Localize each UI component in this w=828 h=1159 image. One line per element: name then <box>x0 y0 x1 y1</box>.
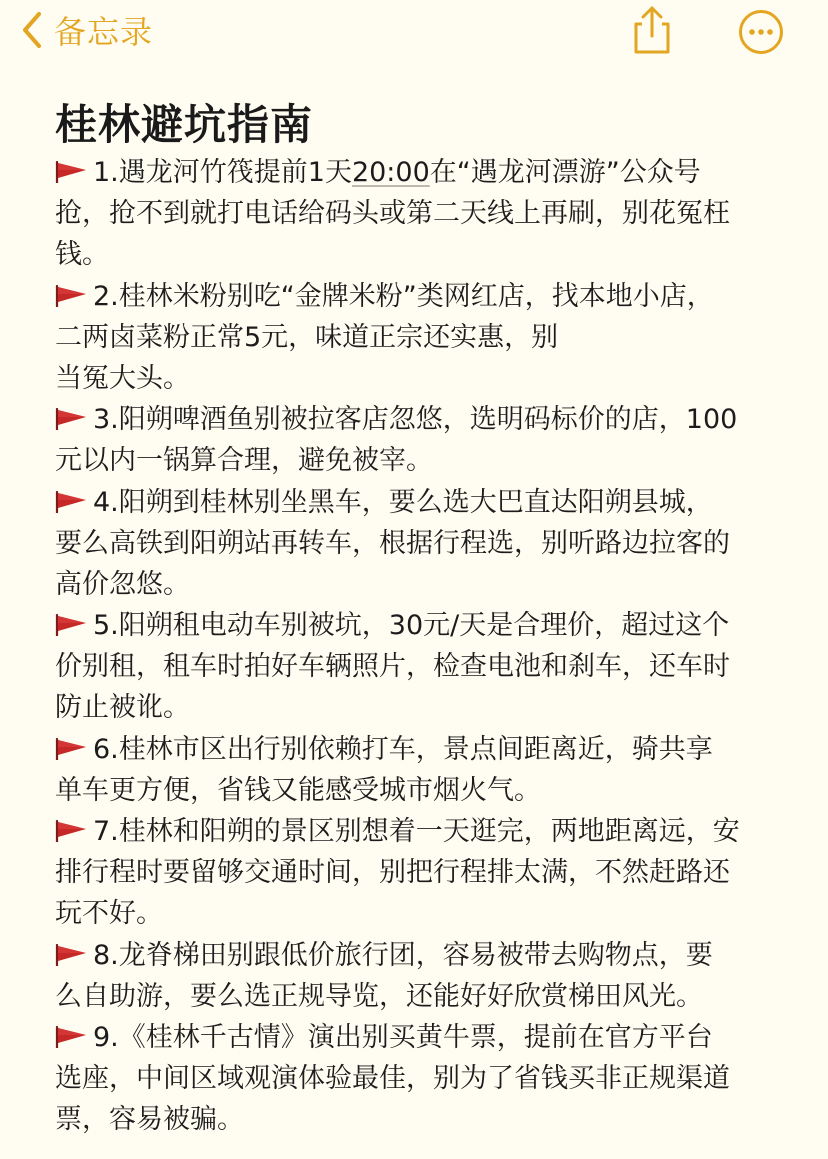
red-flag-icon <box>55 813 89 835</box>
note-line <box>55 1017 775 1058</box>
note-line <box>55 440 775 481</box>
red-flag-icon <box>55 937 89 959</box>
note-line-text: 2.桂林米粉别吃“金牌米粉”类网红店，找本地小店， <box>93 280 714 312</box>
note-line <box>55 729 775 770</box>
note-body[interactable] <box>55 152 775 1141</box>
note-line <box>55 358 775 399</box>
note-line <box>55 152 775 193</box>
chevron-left-icon <box>20 10 44 50</box>
note-line <box>55 687 775 728</box>
note-line <box>55 605 775 646</box>
note-line-text: 要么高铁到阳朔站再转车，根据行程选，别听路边拉客的 <box>55 527 730 559</box>
red-flag-icon <box>55 401 89 423</box>
note-line-text: 选座，中间区域观演体验最佳，别为了省钱买非正规渠道 <box>55 1063 730 1095</box>
note-line <box>55 234 775 275</box>
note-line <box>55 976 775 1017</box>
red-flag-icon <box>55 484 89 506</box>
note-line-text: 9.《桂林千古情》演出别买黄牛票，提前在官方平台 <box>93 1021 713 1053</box>
note-line <box>55 852 775 893</box>
note-line-text: 5.阳朔租电动车别被坑，30元/天是合理价，超过这个 <box>93 610 730 642</box>
note-line <box>55 1099 775 1140</box>
back-button-label: 备忘录 <box>54 13 154 51</box>
note-line <box>55 770 775 811</box>
note-line-text: 玩不好。 <box>55 898 163 930</box>
note-line-text: 价别租，租车时拍好车辆照片，检查电池和刹车，还车时 <box>55 651 730 683</box>
note-line <box>55 1058 775 1099</box>
red-flag-icon <box>55 278 89 300</box>
note-line <box>55 399 775 440</box>
note-line-text: 单车更方便，省钱又能感受城市烟火气。 <box>55 774 541 806</box>
note-line-text: 高价忽悠。 <box>55 568 190 600</box>
note-line-text: 元以内一锅算合理，避免被宰。 <box>55 445 433 477</box>
more-icon <box>738 40 784 59</box>
back-button[interactable] <box>20 8 153 52</box>
share-button[interactable] <box>628 4 676 56</box>
red-flag-icon <box>55 731 89 753</box>
note-line <box>55 523 775 564</box>
more-button[interactable] <box>738 9 784 55</box>
note-line-text: 1.遇龙河竹筏提前1天 <box>93 157 352 188</box>
note-line-text: 防止被讹。 <box>55 692 190 724</box>
note-line <box>55 482 775 523</box>
note-line-text: 3.阳朔啤酒鱼别被拉客店忽悠，选明码标价的店，100 <box>93 404 738 436</box>
note-line-text: 票，容易被骗。 <box>55 1104 244 1136</box>
note-line <box>55 193 775 234</box>
note-line <box>55 935 775 976</box>
note-line-text: 么自助游，要么选正规导览，还能好好欣赏梯田风光。 <box>55 980 703 1012</box>
note-line-text: 钱。 <box>55 239 109 271</box>
note-line <box>55 276 775 317</box>
red-flag-icon <box>55 1019 89 1041</box>
note-line-text: 当冤大头。 <box>55 362 190 394</box>
share-icon <box>628 41 676 60</box>
note-line <box>55 646 775 687</box>
note-line-text: 在“遇龙河漂游”公众号 <box>429 157 701 188</box>
red-flag-icon <box>55 607 89 629</box>
note-line <box>55 893 775 934</box>
time-link[interactable]: 20:00 <box>351 157 430 188</box>
note-line-text: 二两卤菜粉正常5元，味道正宗还实惠，别 <box>55 321 559 353</box>
navigation-bar <box>0 0 828 64</box>
note-line <box>55 564 775 605</box>
note-line-text: 8.龙脊梯田别跟低价旅行团，容易被带去购物点，要 <box>93 939 713 971</box>
note-line-text: 7.桂林和阳朔的景区别想着一天逛完，两地距离远，安 <box>93 816 740 847</box>
note-line-text: 抢，抢不到就打电话给码头或第二天线上再刷，别花冤枉 <box>55 198 730 230</box>
note-line <box>55 317 775 358</box>
note-line-text: 4.阳朔到桂林别坐黑车，要么选大巴直达阳朔县城， <box>93 486 713 518</box>
note-line-text: 排行程时要留够交通时间，别把行程排太满，不然赶路还 <box>55 857 730 889</box>
note-title: 桂林避坑指南 <box>55 100 314 149</box>
note-line <box>55 811 775 852</box>
red-flag-icon <box>55 154 89 176</box>
note-line-text: 6.桂林市区出行别依赖打车，景点间距离近，骑共享 <box>93 733 713 765</box>
